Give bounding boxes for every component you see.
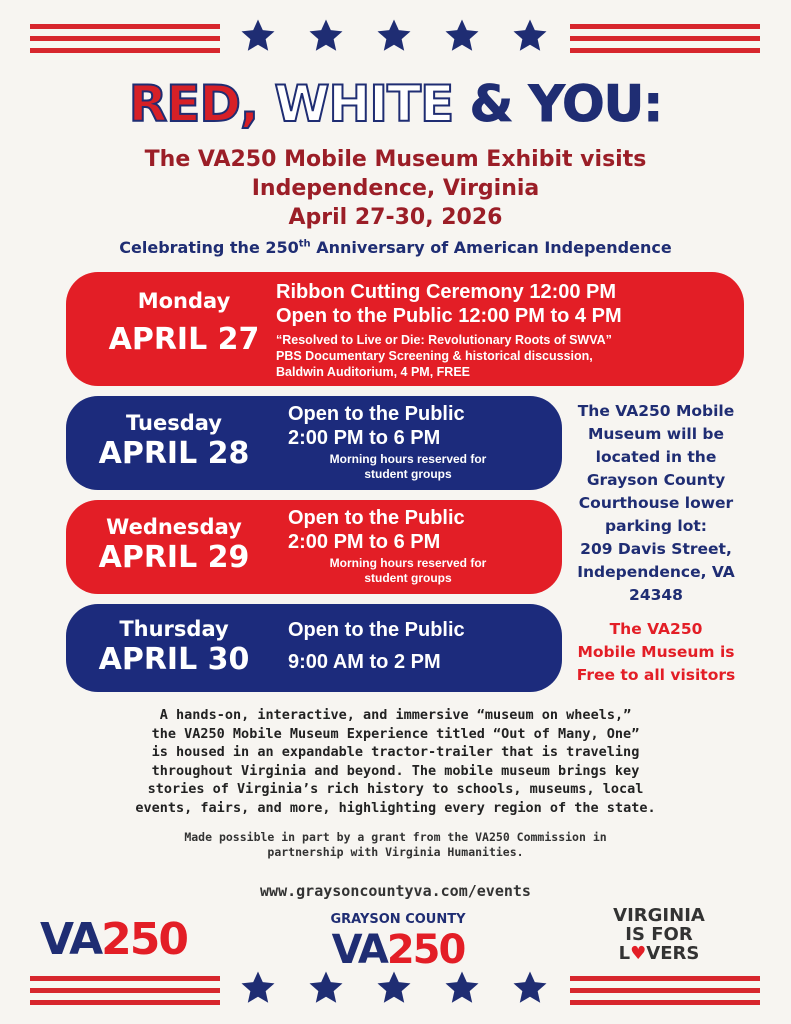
day-name: Wednesday xyxy=(106,515,242,539)
star-icon xyxy=(376,970,412,1006)
day-label xyxy=(84,410,264,472)
top-right-stripe-3 xyxy=(570,48,760,53)
location-line: The VA250 Mobile xyxy=(577,402,735,420)
top-left-stripe-1 xyxy=(30,24,220,29)
bottom-right-stripe-2 xyxy=(570,988,760,993)
star-icon xyxy=(308,18,344,54)
day-date: APRIL 28 xyxy=(98,436,250,471)
location-line: Grayson County xyxy=(586,471,726,489)
day-name: Monday xyxy=(137,289,231,313)
page-title xyxy=(0,74,791,134)
bottom-left-stripe-1 xyxy=(30,976,220,981)
top-right-stripe-1 xyxy=(570,24,760,29)
free-line: The VA250 xyxy=(609,620,703,638)
anniversary-sup: th xyxy=(298,238,311,250)
event-line2: 9:00 AM to 2 PM xyxy=(288,651,441,673)
heart-icon: ♥ xyxy=(630,943,647,964)
star-icon xyxy=(376,18,412,54)
vifl-line2: IS FOR xyxy=(625,924,693,945)
event-note2: student groups xyxy=(364,571,452,585)
day-name: Thursday xyxy=(119,617,229,641)
vifl-l: L xyxy=(618,943,631,964)
day-date: APRIL 27 xyxy=(108,322,260,357)
event-line2: Open to the Public 12:00 PM to 4 PM xyxy=(276,305,622,327)
location-line: parking lot: xyxy=(605,517,707,535)
grant-credit xyxy=(70,830,721,860)
description-line: throughout Virginia and beyond. The mobile museum brings key xyxy=(151,762,640,779)
event-line1: Ribbon Cutting Ceremony 12:00 PM xyxy=(276,281,617,303)
star-icon xyxy=(444,970,480,1006)
star-icon xyxy=(240,970,276,1006)
location-line: located in the xyxy=(595,448,717,466)
vifl-vers: VERS xyxy=(646,943,700,964)
free-line: Mobile Museum is xyxy=(577,643,735,661)
subtitle-line3: April 27-30, 2026 xyxy=(288,205,503,230)
grayson-va: VA xyxy=(331,927,387,973)
event-line1: Open to the Public xyxy=(288,619,465,641)
events-url[interactable]: www.graysoncountyva.com/events xyxy=(260,882,531,900)
grayson-va250-logo xyxy=(318,912,478,972)
location-info xyxy=(570,400,742,607)
star-icon xyxy=(240,18,276,54)
description-line: A hands-on, interactive, and immersive “museum on wheels,” xyxy=(159,707,632,723)
day-info xyxy=(276,280,736,380)
day-date: APRIL 29 xyxy=(98,540,250,575)
day-date: APRIL 30 xyxy=(98,642,250,677)
event-note1: Morning hours reserved for xyxy=(329,556,487,570)
event-line2: 2:00 PM to 6 PM xyxy=(288,531,441,553)
subtitle-line1: The VA250 Mobile Museum Exhibit visits xyxy=(144,147,647,172)
description-line: stories of Virginia’s rich history to schools, museums, local xyxy=(147,781,644,797)
bottom-right-stripe-1 xyxy=(570,976,760,981)
anniversary-line xyxy=(0,238,791,257)
anniversary-post: Anniversary of American Independence xyxy=(310,238,672,257)
day-info xyxy=(288,506,528,586)
schedule-monday xyxy=(66,272,744,386)
event-line2: 2:00 PM to 6 PM xyxy=(288,427,441,449)
location-line: Museum will be xyxy=(587,425,725,443)
description xyxy=(60,706,731,817)
event-line1: Open to the Public xyxy=(288,403,465,425)
top-left-stripe-2 xyxy=(30,36,220,41)
star-icon xyxy=(512,18,548,54)
free-line: Free to all visitors xyxy=(576,666,736,684)
subtitle-line2: Independence, Virginia xyxy=(251,176,540,201)
event-note1: Morning hours reserved for xyxy=(329,452,487,466)
location-line: Courthouse lower xyxy=(578,494,734,512)
schedule-tuesday xyxy=(66,396,562,490)
vifl-line3 xyxy=(604,944,714,963)
day-name: Tuesday xyxy=(126,411,222,435)
schedule-wednesday xyxy=(66,500,562,594)
anniversary-pre: Celebrating the 250 xyxy=(119,238,299,257)
vifl-line1: VIRGINIA xyxy=(613,905,705,926)
event-line1: Open to the Public xyxy=(288,507,465,529)
location-line: Independence, VA xyxy=(577,563,735,581)
schedule-thursday xyxy=(66,604,562,692)
description-line: events, fairs, and more, highlighting every region of the state. xyxy=(135,799,656,816)
grayson-va250-text xyxy=(318,928,478,972)
bottom-left-stripe-2 xyxy=(30,988,220,993)
title-red: RED, xyxy=(128,75,258,133)
day-label xyxy=(76,514,272,576)
star-icon xyxy=(308,970,344,1006)
grayson-county-label: GRAYSON COUNTY xyxy=(330,912,466,927)
title-white: WHITE xyxy=(274,75,454,133)
description-line: the VA250 Mobile Museum Experience titled “Out of Many, One” xyxy=(151,725,640,742)
top-right-stripe-2 xyxy=(570,36,760,41)
va250-logo xyxy=(40,914,187,966)
grant-line: Made possible in part by a grant from the VA250 Commission in xyxy=(184,830,607,844)
free-notice xyxy=(570,618,742,687)
bottom-right-stripe-3 xyxy=(570,1000,760,1005)
star-icon xyxy=(512,970,548,1006)
grayson-num: 250 xyxy=(386,927,465,973)
day-info xyxy=(288,402,528,482)
va250-num: 250 xyxy=(101,914,187,965)
day-info xyxy=(288,618,528,674)
star-icon xyxy=(444,18,480,54)
top-left-stripe-3 xyxy=(30,48,220,53)
event-detail3: Baldwin Auditorium, 4 PM, FREE xyxy=(276,365,470,379)
va250-va: VA xyxy=(40,914,102,965)
event-detail2: PBS Documentary Screening & historical discussion, xyxy=(276,349,593,363)
bottom-left-stripe-3 xyxy=(30,1000,220,1005)
day-label xyxy=(84,288,284,358)
virginia-is-for-lovers-logo xyxy=(604,906,714,963)
event-note2: student groups xyxy=(364,467,452,481)
day-label xyxy=(84,616,264,678)
location-line: 209 Davis Street, xyxy=(580,540,732,558)
location-line: 24348 xyxy=(629,586,683,604)
title-blue: & YOU: xyxy=(469,75,663,133)
event-detail1: “Resolved to Live or Die: Revolutionary Roots of SWVA” xyxy=(276,333,612,347)
grant-line: partnership with Virginia Humanities. xyxy=(267,845,524,859)
description-line: is housed in an expandable tractor-trailer that is traveling xyxy=(151,744,640,760)
